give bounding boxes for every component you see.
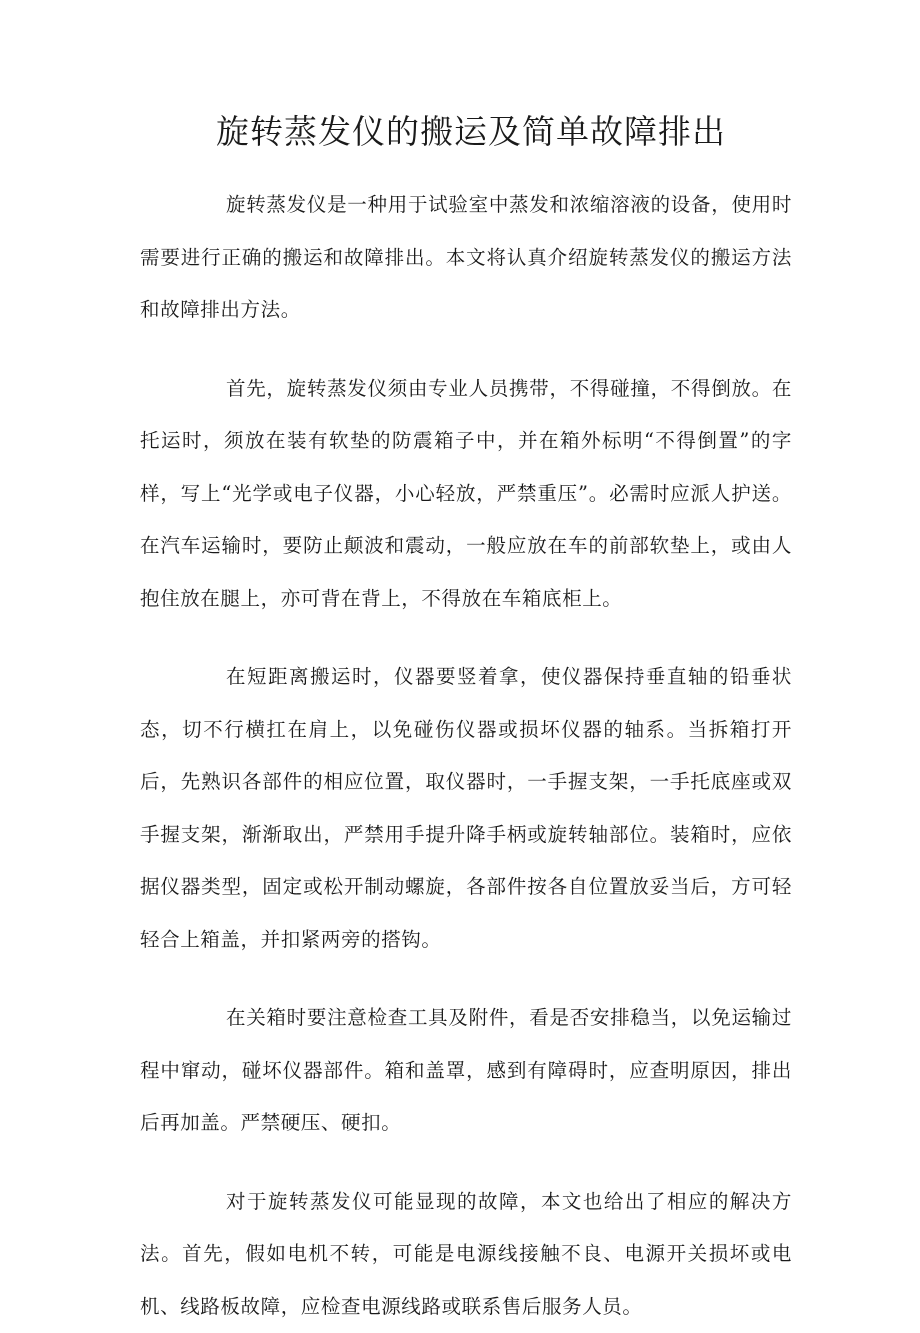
paragraph-transport: 首先，旋转蒸发仪须由专业人员携带，不得碰撞，不得倒放。在托运时，须放在装有软垫的防震箱子中，并在箱外标明“不得倒置”的字样，写上“光学或电子仪器，小心轻放，严禁重压”。必需时应派人护送。在汽车运输时，要防止颠波和震动，一般应放在车的前部软垫上，或由人抱住放在腿上，亦可背在背上，不得放在车箱底柜上。 [140,363,792,626]
paragraph-intro: 旋转蒸发仪是一种用于试验室中蒸发和浓缩溶液的设备，使用时需要进行正确的搬运和故障排出。本文将认真介绍旋转蒸发仪的搬运方法和故障排出方法。 [140,179,792,337]
paragraph-closing-box: 在关箱时要注意检查工具及附件，看是否安排稳当，以免运输过程中窜动，碰坏仪器部件。箱和盖罩，感到有障碍时，应查明原因，排出后再加盖。严禁硬压、硬扣。 [140,992,792,1150]
paragraph-troubleshooting: 对于旋转蒸发仪可能显现的故障，本文也给出了相应的解决方法。首先，假如电机不转，可能是电源线接触不良、电源开关损坏或电机、线路板故障，应检查电源线路或联系售后服务人员。 [140,1176,792,1333]
paragraph-short-distance: 在短距离搬运时，仪器要竖着拿，使仪器保持垂直轴的铅垂状态，切不行横扛在肩上，以免碰伤仪器或损坏仪器的轴系。当拆箱打开后，先熟识各部件的相应位置，取仪器时，一手握支架，一手托底座或双手握支架，渐渐取出，严禁用手提升降手柄或旋转轴部位。装箱时，应依据仪器类型，固定或松开制动螺旋，各部件按各自位置放妥当后，方可轻轻合上箱盖，并扣紧两旁的搭钩。 [140,651,792,966]
document-title: 旋转蒸发仪的搬运及简单故障排出 [140,112,792,152]
